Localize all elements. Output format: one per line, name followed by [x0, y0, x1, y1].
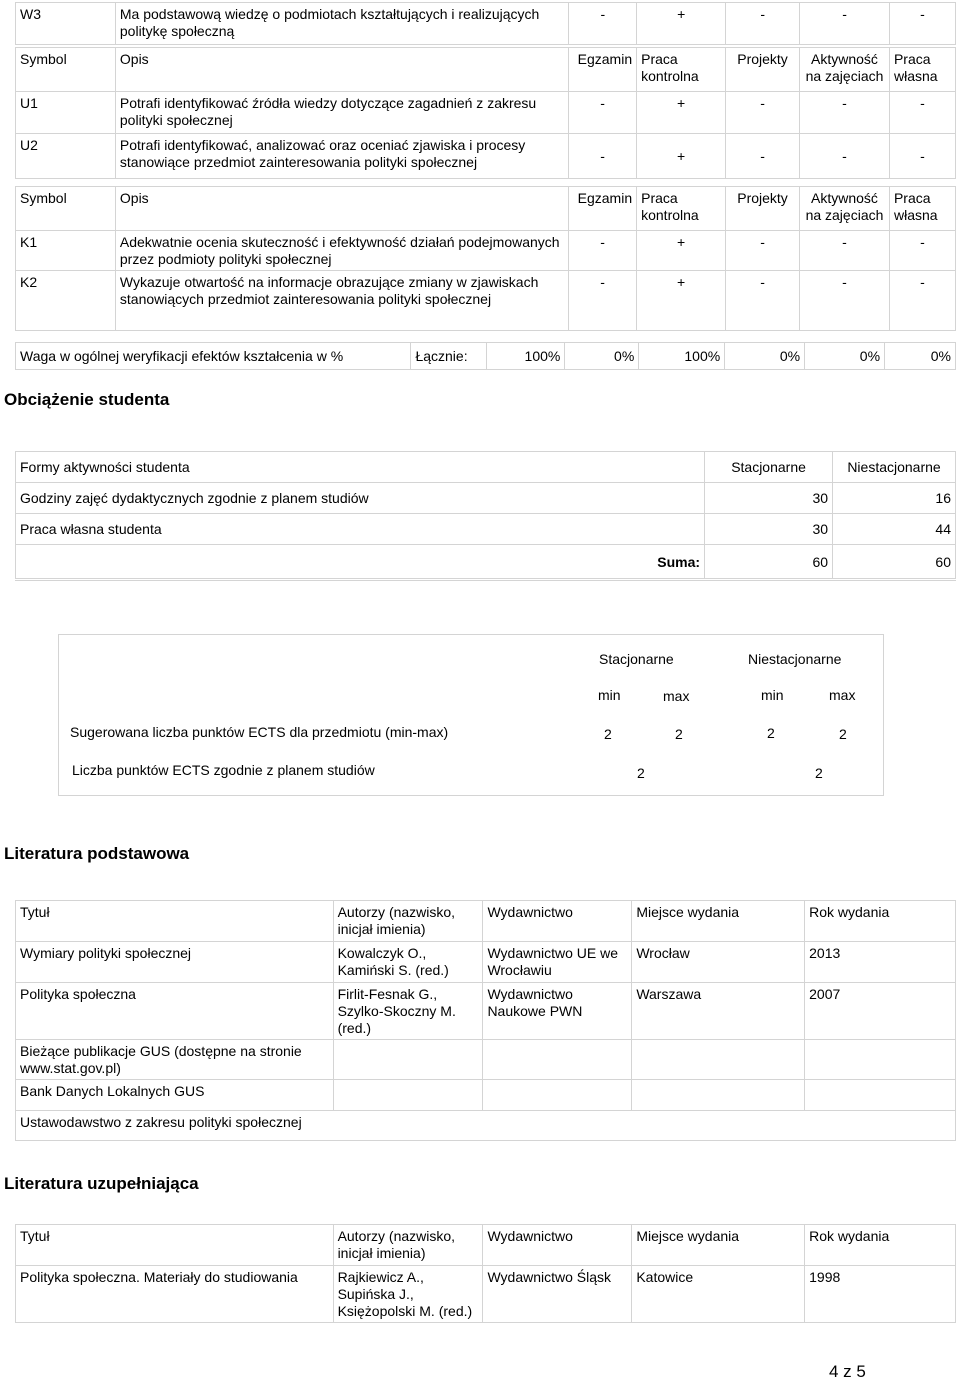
lit-tytul: Bank Danych Lokalnych GUS [16, 1080, 334, 1111]
lit-header-autorzy: Autorzy (nazwisko, inicjał imienia) [333, 1225, 483, 1266]
opis-cell: Adekwatnie ocenia skuteczność i efektywność działań podejmowanych przez podmioty polityki społecznej [115, 231, 568, 271]
opis-cell: Ma podstawową wiedzę o podmiotach kształtujących i realizujących politykę społeczną [115, 3, 569, 45]
val-cell: + [637, 231, 726, 271]
val-cell: + [637, 134, 726, 179]
header-projekty: Projekty [726, 187, 800, 231]
ects-niestac-max: max [829, 687, 856, 703]
lit-rok: 1998 [805, 1266, 956, 1323]
lit-podst-table [15, 900, 956, 1141]
ects-stac-min: min [598, 687, 621, 703]
section-title-lit-podst: Literatura podstawowa [4, 844, 190, 863]
workload-row-stac: 30 [705, 514, 833, 545]
lit-rok: 2007 [805, 983, 956, 1040]
header-row [16, 187, 956, 231]
val-cell: - [726, 231, 800, 271]
workload-frame [15, 580, 956, 581]
val-cell: - [800, 134, 890, 179]
ects-suggested-label: Sugerowana liczba punktów ECTS dla przedmiotu (min-max) [70, 724, 449, 740]
header-praca-wlasna: Praca własna [889, 48, 955, 92]
val-cell: - [726, 134, 800, 179]
ects-plan-label: Liczba punktów ECTS zgodnie z planem studiów [72, 762, 375, 778]
symbol-cell: U2 [16, 134, 116, 179]
lit-header-tytul: Tytuł [16, 1225, 334, 1266]
opis-cell: Potrafi identyfikować, analizować oraz oceniać zjawiska i procesy stanowiące przedmiot zainteresowania polityki społecznej [115, 134, 568, 179]
weights-total-label: Łącznie: [411, 343, 487, 370]
val-cell: - [800, 271, 890, 331]
ects-niestac-min: min [761, 687, 784, 703]
val-cell: - [889, 231, 955, 271]
ects-plan-value: 2 [815, 765, 823, 781]
weight-value: 0% [565, 343, 639, 370]
val-cell: - [569, 92, 637, 134]
ects-plan-value: 2 [637, 765, 645, 781]
lit-row [16, 1080, 956, 1111]
workload-header-niestac: Niestacjonarne [833, 452, 956, 483]
val-cell: + [637, 271, 726, 331]
lit-miejsce: Wrocław [632, 942, 805, 983]
lit-row [16, 1266, 956, 1323]
skill-row [16, 92, 956, 134]
workload-table [15, 451, 956, 579]
lit-header-wydawnictwo: Wydawnictwo [483, 901, 632, 942]
val-cell: - [889, 271, 955, 331]
header-symbol: Symbol [16, 187, 116, 231]
lit-header-rok: Rok wydania [805, 1225, 956, 1266]
symbol-cell: U1 [16, 92, 116, 134]
workload-sum-niestac: 60 [833, 545, 956, 579]
lit-header-wydawnictwo: Wydawnictwo [483, 1225, 632, 1266]
opis-cell: Potrafi identyfikować źródła wiedzy dotyczące zagadnień z zakresu polityki społecznej [115, 92, 568, 134]
skill-row [16, 134, 956, 179]
ects-suggested-value: 2 [604, 726, 612, 742]
lit-row [16, 983, 956, 1040]
header-egzamin: Egzamin [569, 187, 637, 231]
workload-row-label: Praca własna studenta [16, 514, 705, 545]
val-cell: - [889, 134, 955, 179]
val-cell: - [800, 92, 890, 134]
symbol-cell: W3 [16, 3, 116, 45]
ects-suggested-value: 2 [767, 725, 775, 741]
symbol-cell: K1 [16, 231, 116, 271]
competences-table [15, 186, 956, 331]
lit-wydawnictwo: Wydawnictwo UE we Wrocławiu [483, 942, 632, 983]
header-projekty: Projekty [726, 48, 800, 92]
ects-stac-max: max [663, 688, 690, 704]
workload-row-stac: 30 [705, 483, 833, 514]
lit-row [16, 1111, 956, 1141]
ects-header-niestac: Niestacjonarne [748, 651, 842, 667]
ects-suggested-value: 2 [675, 726, 683, 742]
workload-header-stac: Stacjonarne [705, 452, 833, 483]
val-cell: - [569, 3, 637, 45]
section-title-obciazenie: Obciążenie studenta [4, 390, 170, 409]
weight-value: 0% [725, 343, 805, 370]
val-cell: - [800, 3, 890, 45]
lit-row [16, 942, 956, 983]
workload-row-label: Godziny zajęć dydaktycznych zgodnie z planem studiów [16, 483, 705, 514]
lit-autorzy: Firlit-Fesnak G., Szylko-Skoczny M. (red.) [333, 983, 483, 1040]
skills-table [15, 47, 956, 179]
val-cell: - [800, 231, 890, 271]
weight-value: 100% [487, 343, 565, 370]
val-cell: - [889, 92, 955, 134]
lit-header-rok: Rok wydania [805, 901, 956, 942]
header-praca-kontrolna: Praca kontrolna [637, 48, 726, 92]
workload-sum-label: Suma: [16, 545, 705, 579]
lit-tytul: Polityka społeczna [16, 983, 334, 1040]
ects-suggested-value: 2 [839, 726, 847, 742]
val-cell: - [726, 271, 800, 331]
val-cell: - [726, 3, 800, 45]
lit-rok: 2013 [805, 942, 956, 983]
header-aktywnosc: Aktywność na zajęciach [800, 187, 890, 231]
workload-row-niestac: 44 [833, 514, 956, 545]
opis-cell: Wykazuje otwartość na informacje obrazujące zmiany w zjawiskach stanowiących przedmiot zainteresowania polityki społecznej [115, 271, 568, 331]
page-number: 4 z 5 [829, 1362, 866, 1381]
header-row [16, 48, 956, 92]
lit-miejsce: Warszawa [632, 983, 805, 1040]
header-praca-wlasna: Praca własna [889, 187, 955, 231]
val-cell: - [569, 271, 637, 331]
lit-autorzy: Rajkiewicz A., Supińska J., Księżopolski M. (red.) [333, 1266, 483, 1323]
lit-tytul: Wymiary polityki społecznej [16, 942, 334, 983]
val-cell: - [569, 134, 637, 179]
lit-wydawnictwo: Wydawnictwo Śląsk [483, 1266, 632, 1323]
weight-value: 100% [639, 343, 725, 370]
header-opis: Opis [115, 48, 568, 92]
val-cell: - [726, 92, 800, 134]
header-aktywnosc: Aktywność na zajęciach [800, 48, 890, 92]
val-cell: - [569, 231, 637, 271]
header-praca-kontrolna: Praca kontrolna [637, 187, 726, 231]
symbol-cell: K2 [16, 271, 116, 331]
lit-uzup-table [15, 1224, 956, 1323]
lit-header-miejsce: Miejsce wydania [632, 1225, 805, 1266]
ects-box [58, 634, 884, 796]
lit-header-row [16, 901, 956, 942]
lit-header-row [16, 1225, 956, 1266]
weight-value: 0% [885, 343, 956, 370]
lit-wydawnictwo: Wydawnictwo Naukowe PWN [483, 983, 632, 1040]
header-symbol: Symbol [16, 48, 116, 92]
lit-header-tytul: Tytuł [16, 901, 334, 942]
header-opis: Opis [115, 187, 568, 231]
lit-tytul: Ustawodawstwo z zakresu polityki społecznej [16, 1111, 956, 1141]
weights-table [15, 342, 956, 370]
val-cell: + [637, 3, 726, 45]
competence-row [16, 271, 956, 331]
section-title-lit-uzup: Literatura uzupełniająca [4, 1174, 199, 1193]
lit-tytul: Polityka społeczna. Materiały do studiowania [16, 1266, 334, 1323]
workload-sum-stac: 60 [705, 545, 833, 579]
lit-tytul: Bieżące publikacje GUS (dostępne na stronie www.stat.gov.pl) [16, 1040, 334, 1080]
lit-autorzy: Kowalczyk O., Kamiński S. (red.) [333, 942, 483, 983]
val-cell: - [890, 3, 956, 45]
lit-miejsce: Katowice [632, 1266, 805, 1323]
ects-header-stac: Stacjonarne [599, 651, 674, 667]
effects-table [15, 2, 956, 45]
workload-row-niestac: 16 [833, 483, 956, 514]
lit-header-autorzy: Autorzy (nazwisko, inicjał imienia) [333, 901, 483, 942]
competence-row [16, 231, 956, 271]
weights-label: Waga w ogólnej weryfikacji efektów kształcenia w % [16, 343, 411, 370]
val-cell: + [637, 92, 726, 134]
lit-row [16, 1040, 956, 1080]
w3-row [16, 3, 956, 45]
weight-value: 0% [805, 343, 885, 370]
lit-header-miejsce: Miejsce wydania [632, 901, 805, 942]
header-egzamin: Egzamin [569, 48, 637, 92]
workload-header-forms: Formy aktywności studenta [16, 452, 705, 483]
